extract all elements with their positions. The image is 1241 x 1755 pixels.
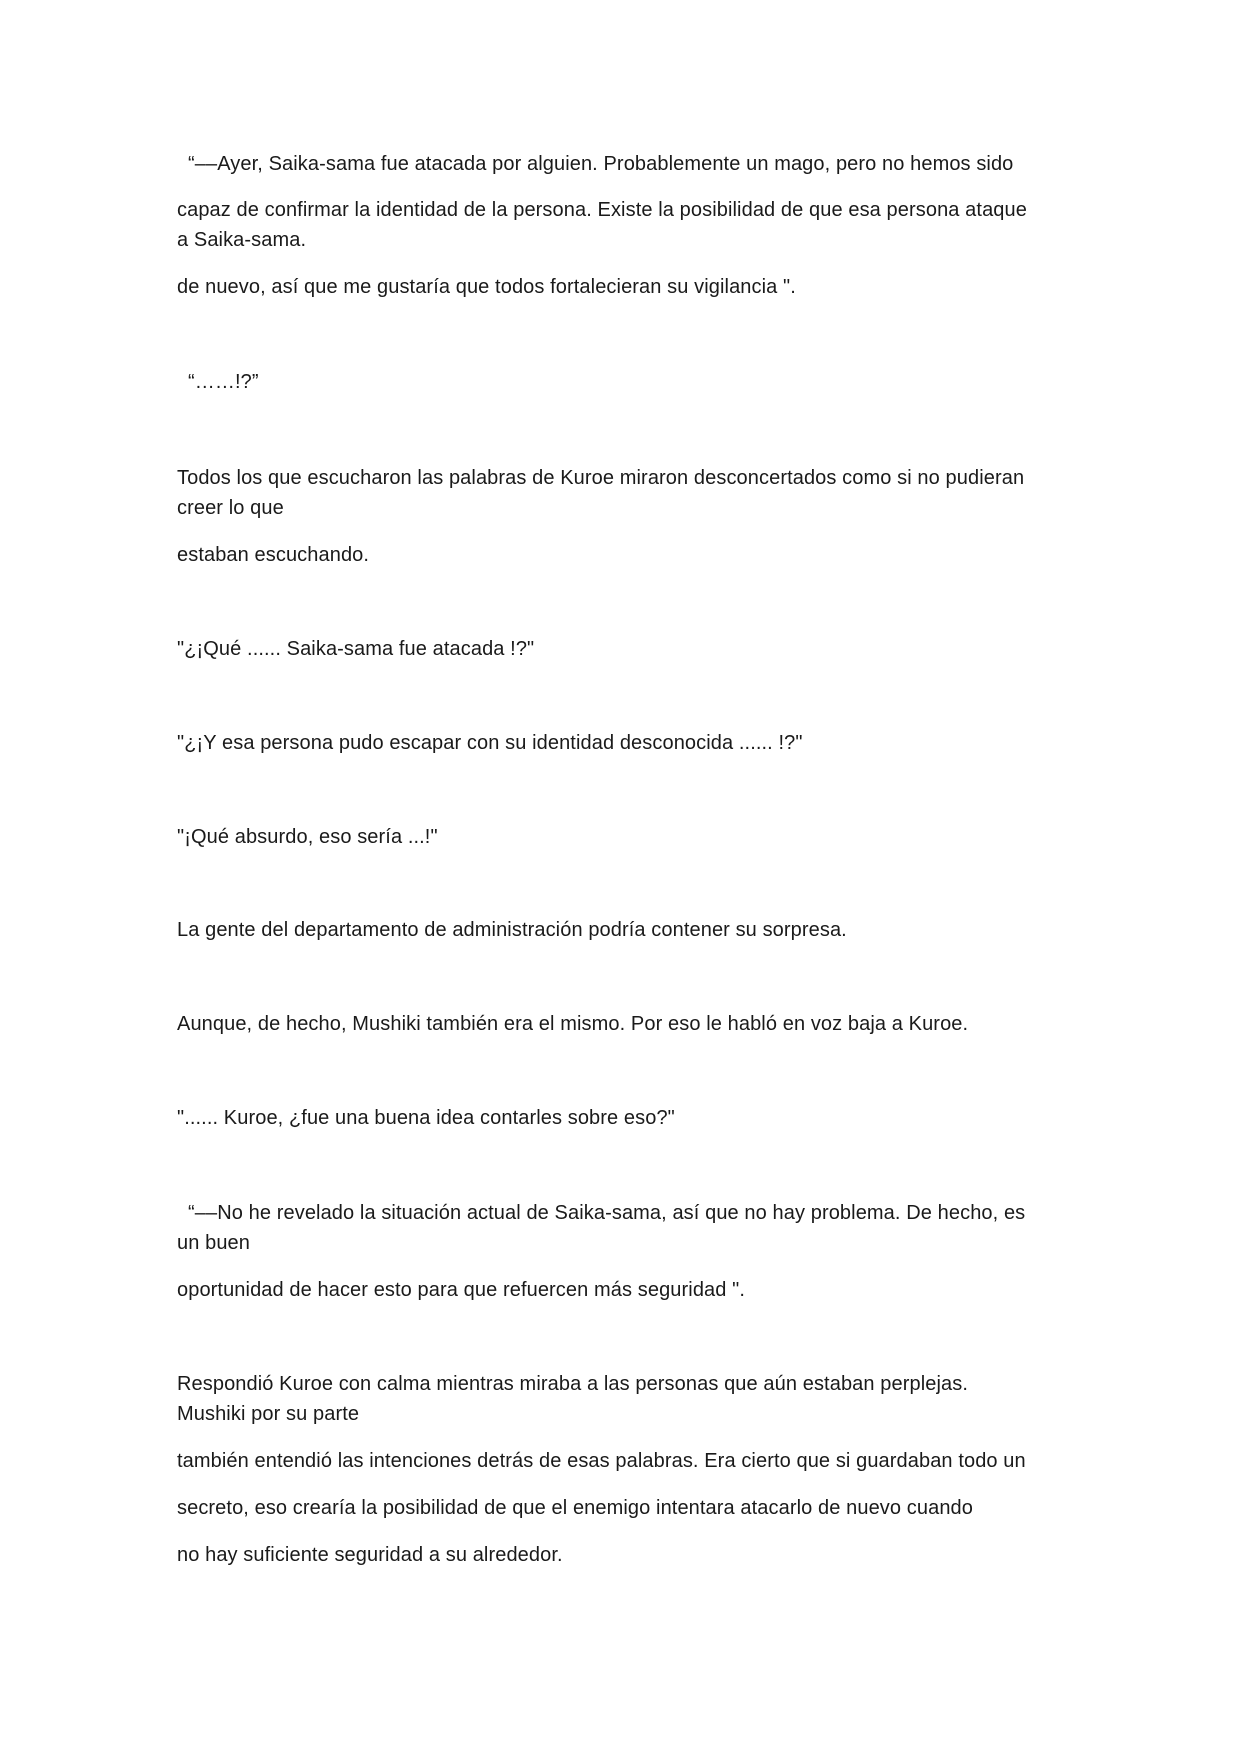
- text-line: de nuevo, así que me gustaría que todos fortalecieran su vigilancia ".: [177, 276, 796, 298]
- text-line: estaban escuchando.: [177, 544, 370, 566]
- text-line: un buen: [177, 1232, 250, 1254]
- text-line: “––Ayer, Saika-sama fue atacada por alguien. Probablemente un mago, pero no hemos sido: [188, 153, 1014, 175]
- text-line: Aunque, de hecho, Mushiki también era el mismo. Por eso le habló en voz baja a Kuroe.: [177, 1013, 969, 1035]
- text-line: "¿¡Qué ...... Saika-sama fue atacada !?": [177, 638, 535, 660]
- text-line: "...... Kuroe, ¿fue una buena idea contarles sobre eso?": [177, 1107, 675, 1129]
- text-line: “……!?”: [188, 371, 259, 393]
- text-line: "¡Qué absurdo, eso sería ...!": [177, 826, 438, 848]
- text-line: La gente del departamento de administración podría contener su sorpresa.: [177, 919, 847, 941]
- text-line: oportunidad de hacer esto para que refuercen más seguridad ".: [177, 1279, 746, 1301]
- text-line: secreto, eso crearía la posibilidad de que el enemigo intentara atacarlo de nuevo cuando: [177, 1497, 973, 1519]
- text-line: capaz de confirmar la identidad de la persona. Existe la posibilidad de que esa persona ataque: [177, 199, 1027, 221]
- text-line: también entendió las intenciones detrás de esas palabras. Era cierto que si guardaban todo un: [177, 1450, 1026, 1472]
- text-line: "¿¡Y esa persona pudo escapar con su identidad desconocida ...... !?": [177, 732, 803, 754]
- text-line: no hay suficiente seguridad a su alrededor.: [177, 1544, 563, 1566]
- text-line: Mushiki por su parte: [177, 1403, 360, 1425]
- text-line: creer lo que: [177, 497, 284, 519]
- text-line: Respondió Kuroe con calma mientras miraba a las personas que aún estaban perplejas.: [177, 1373, 968, 1395]
- text-line: a Saika-sama.: [177, 229, 307, 251]
- text-line: “––No he revelado la situación actual de Saika-sama, así que no hay problema. De hecho, es: [188, 1202, 1026, 1224]
- text-line: Todos los que escucharon las palabras de Kuroe miraron desconcertados como si no pudieran: [177, 467, 1025, 489]
